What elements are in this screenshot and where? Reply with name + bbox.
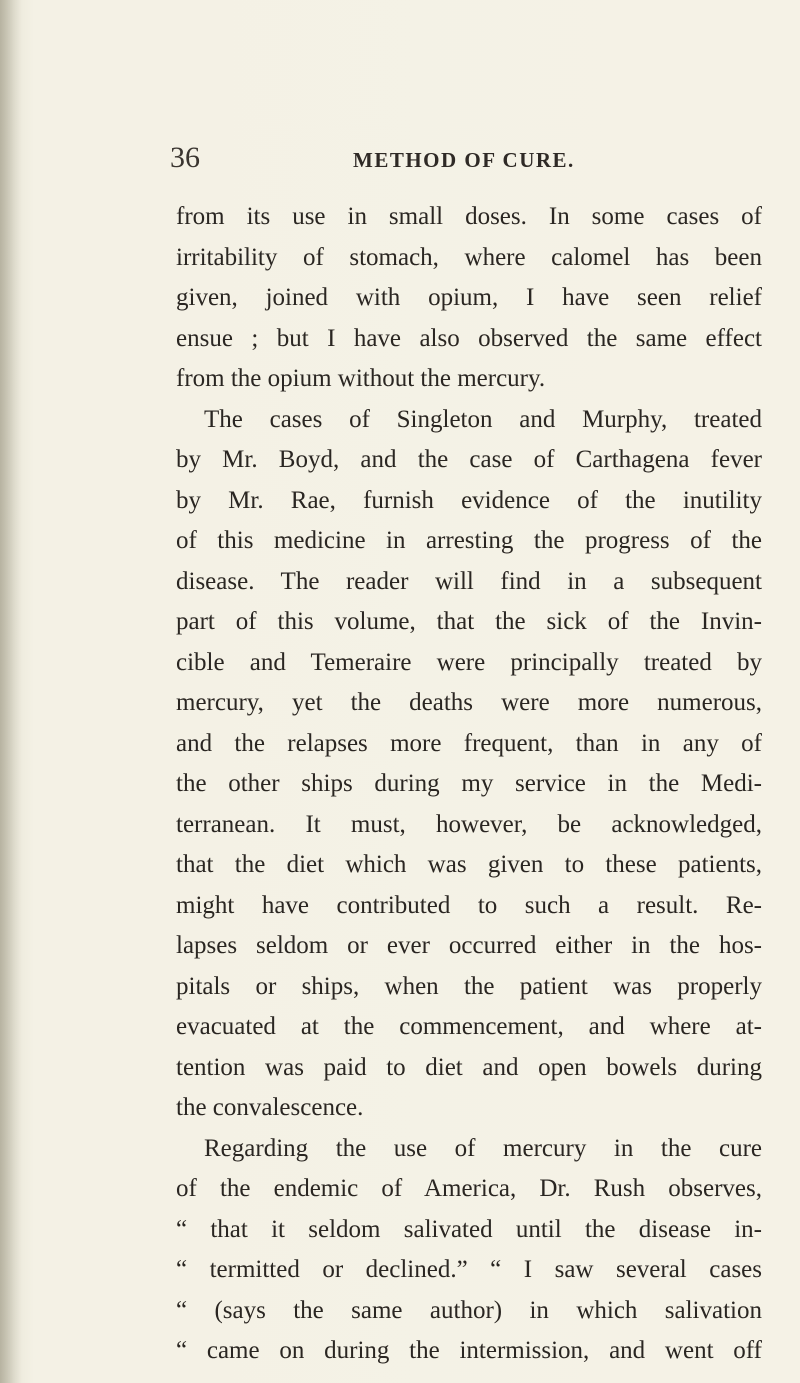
text-line: the other ships during my service in the Medi- (176, 770, 762, 797)
body-text (176, 197, 762, 1372)
text-line: and the relapses more frequent, than in any of (176, 729, 762, 757)
gutter-shadow (0, 0, 22, 1383)
text-line: ensue ; but I have also observed the same effect (176, 324, 762, 352)
text-line: of this medicine in arresting the progress of the (176, 527, 762, 554)
text-line: from its use in small doses. In some cases of (176, 203, 762, 230)
text-line: irritability of stomach, where calomel has been (176, 243, 762, 271)
text-line: of the endemic of America, Dr. Rush observes, (176, 1175, 762, 1202)
page-number: 36 (170, 141, 200, 174)
text-line: given, joined with opium, I have seen relief (176, 284, 762, 311)
text-line: disease. The reader will find in a subsequent (176, 567, 762, 595)
text-line: by Mr. Boyd, and the case of Carthagena fever (176, 446, 762, 473)
text-line: “ came on during the intermission, and went off (176, 1337, 762, 1364)
text-line: “ termitted or declined.” “ I saw several cases (176, 1256, 762, 1283)
text-line: The cases of Singleton and Murphy, treated (204, 405, 762, 433)
text-line: mercury, yet the deaths were more numerous, (176, 689, 762, 716)
text-line: “ that it seldom salivated until the disease in- (176, 1215, 762, 1243)
text-line: the convalescence. (176, 1094, 364, 1121)
text-line: lapses seldom or ever occurred either in the hos- (176, 932, 762, 959)
running-title: METHOD OF CURE. (353, 148, 575, 172)
running-head (170, 140, 770, 176)
text-line: tention was paid to diet and open bowels during (176, 1053, 762, 1081)
text-line: pitals or ships, when the patient was properly (176, 972, 762, 1000)
text-line: Regarding the use of mercury in the cure (204, 1134, 762, 1162)
text-line: that the diet which was given to these patients, (176, 851, 762, 878)
text-line: evacuated at the commencement, and where at- (176, 1013, 762, 1040)
text-line: terranean. It must, however, be acknowledged, (176, 810, 762, 838)
text-line: “ (says the same author) in which salivation (176, 1296, 762, 1324)
text-line: from the opium without the mercury. (176, 365, 546, 392)
text-line: part of this volume, that the sick of the Invin- (176, 608, 762, 635)
text-line: might have contributed to such a result. Re- (176, 891, 762, 919)
text-line: cible and Temeraire were principally treated by (176, 648, 762, 676)
text-line: by Mr. Rae, furnish evidence of the inutility (176, 486, 762, 514)
